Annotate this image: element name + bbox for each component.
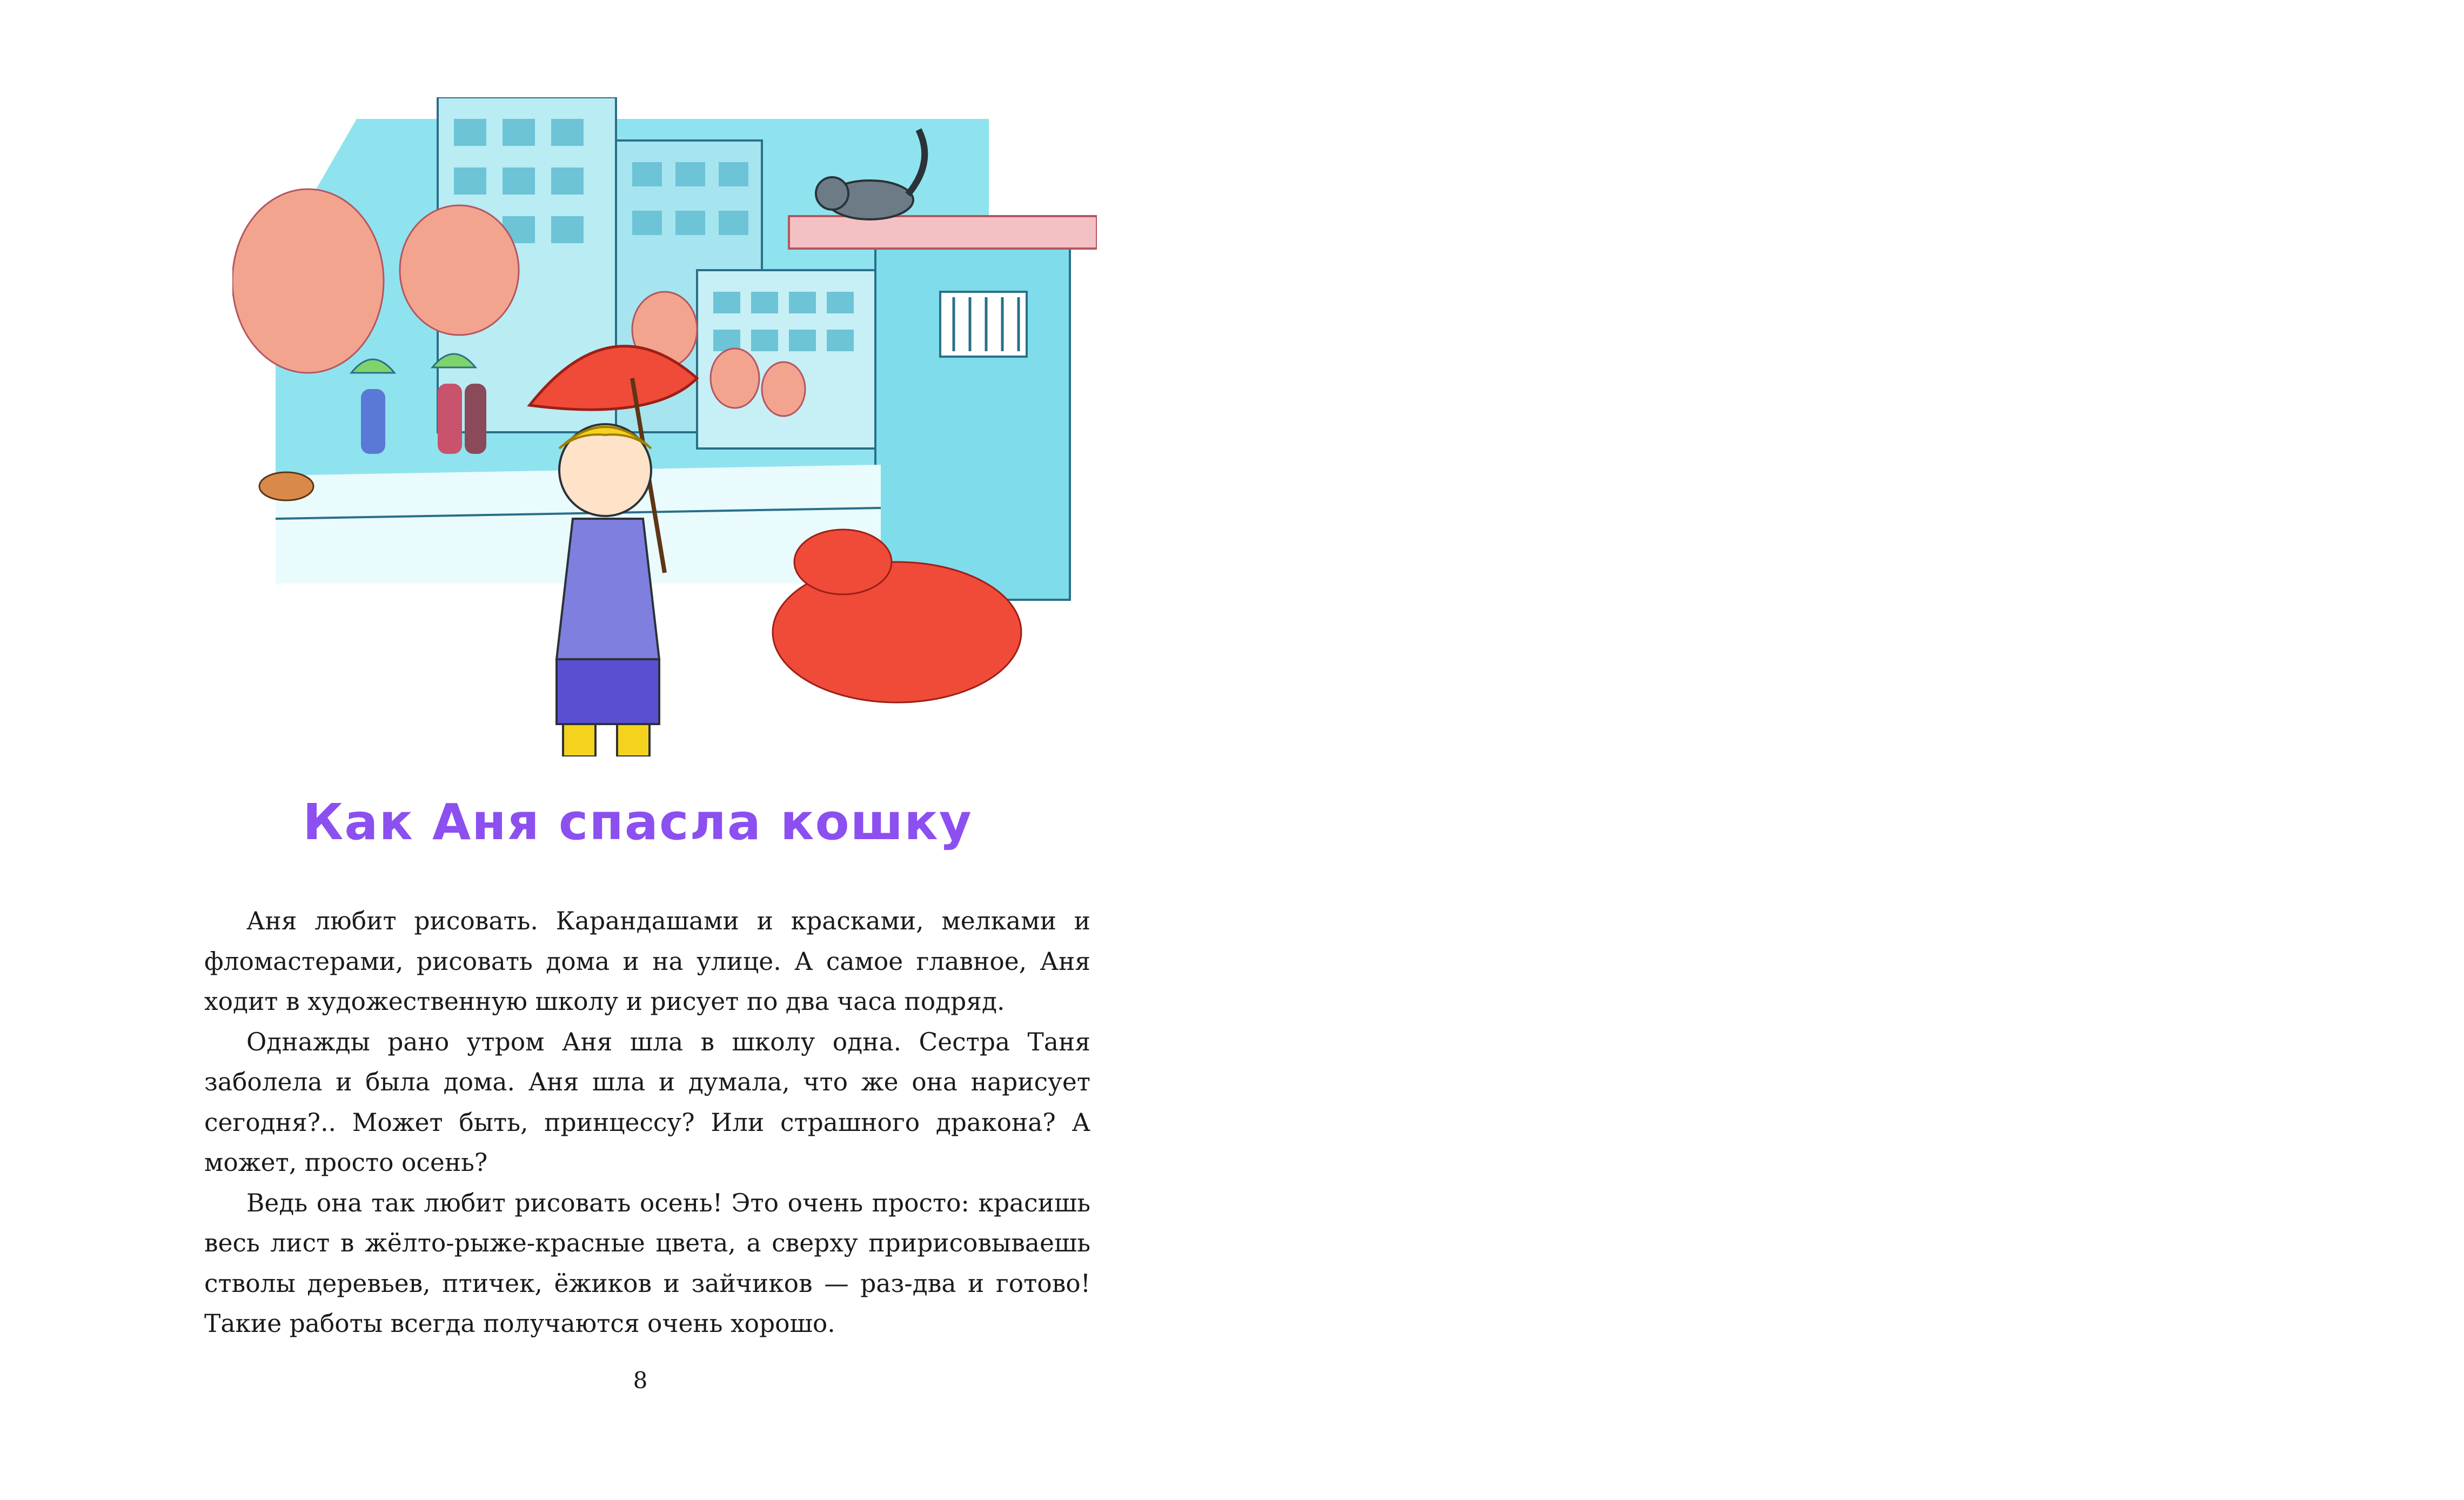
right-page	[1232, 0, 2464, 1500]
page-number: 8	[633, 1367, 648, 1394]
paragraph: Ведь она так любит рисовать осень! Это очень просто: красишь весь лист в жёлто-рыже-красные цвета, а сверху пририсовываешь стволы деревьев, птичек, ёжиков и зайчиков — раз-два и готово! Такие работы всегда получаются очень хорошо.	[204, 1188, 1090, 1338]
left-text-block	[204, 901, 1090, 1344]
paragraph: Аня любит рисовать. Карандашами и красками, мелками и фломастерами, рисовать дома и на улице. А самое главное, Аня ходит в художественную школу и рисует по два часа подряд.	[204, 907, 1090, 1016]
story-title: Как Аня спасла кошку	[303, 793, 973, 851]
rainy-street-illustration	[232, 97, 1097, 756]
paragraph: Однажды рано утром Аня шла в школу одна. Сестра Таня заболела и была дома. Аня шла и думала, что же она нарисует сегодня?.. Может быть, принцессу? Или страшного дракона? А может, просто осень?	[204, 1027, 1090, 1177]
